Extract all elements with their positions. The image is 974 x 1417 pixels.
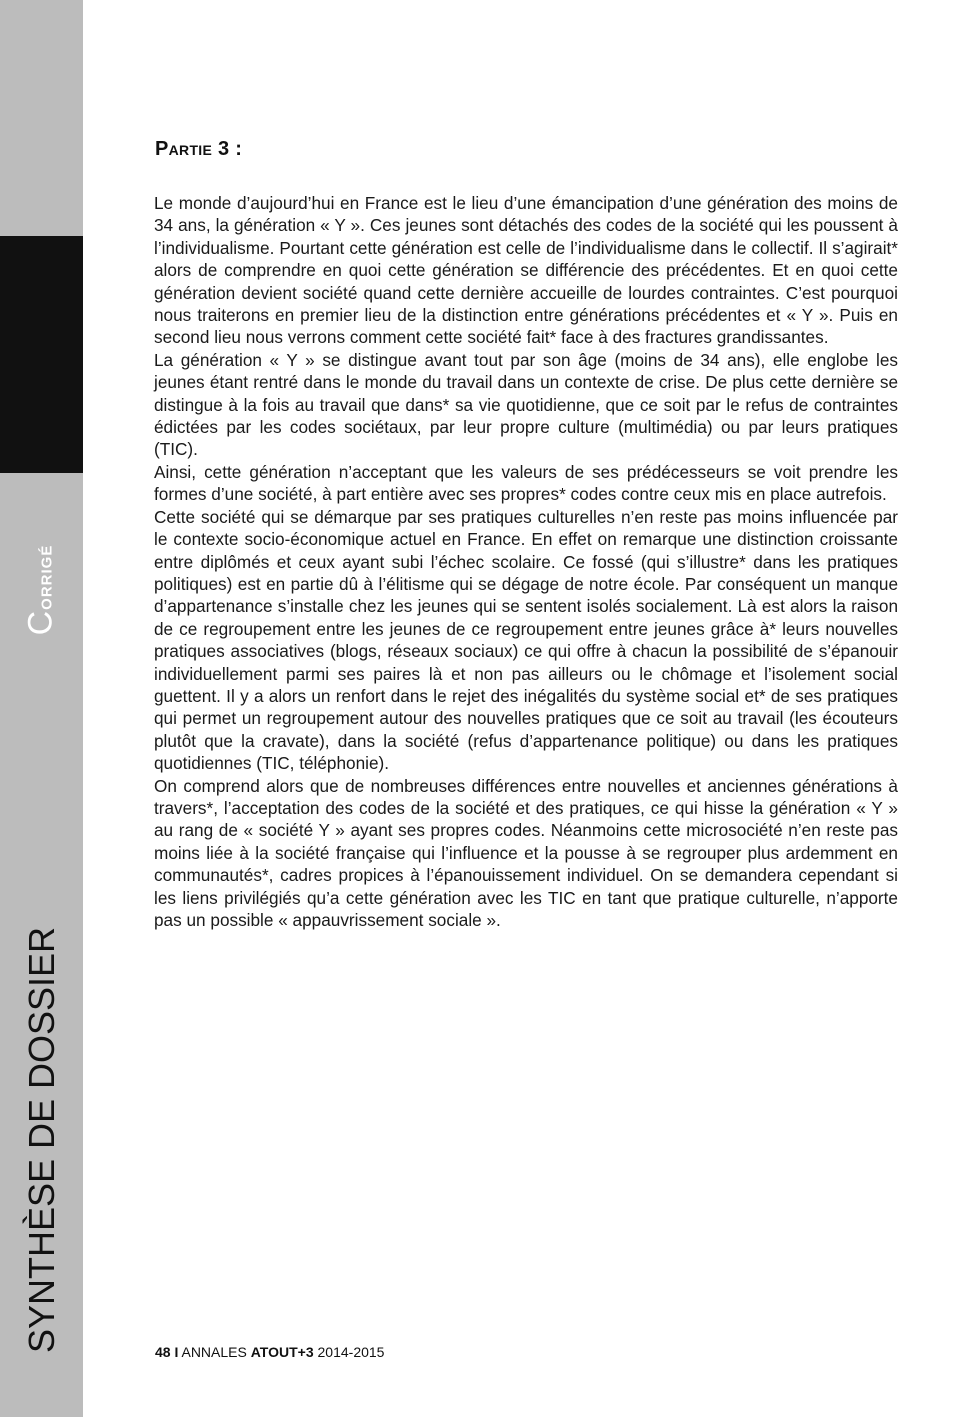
page-number: 48 [155,1344,171,1360]
paragraph: Cette société qui se démarque par ses pratiques culturelles n’en reste pas moins influencée par le contexte socio-économique actuel en France. En effet on remarque une distinction croissante entre diplômés et ceux ayant subi l’échec scolaire. Ce fossé (qui s’illustre* dans les pratiques politiques) est en partie dû à l’élitisme qui se dégage de notre école. Par conséquent un manque d’appartenance s’installe chez les jeunes qui se sentent isolés socialement. Là est alors la raison de ce regroupement entre les jeunes de ce regroupement entre jeunes grâce à* leurs nouvelles pratiques associatives (blogs, réseaux sociaux) ce qui offre à chacun la possibilité de s’épanouir individuellement parmi ses paires là et non pas ailleurs ou le chômage et l’isolement social guettent. Il y a alors un renfort dans le rejet des inégalités du système social et* de ses pratiques qui permet un regroupement autour des nouvelles pratiques que ce soit au travail (les écouteurs plutôt que la cravate), dans la société (refus d’appartenance politique) ou dans les pratiques quotidiennes (TIC, téléphonie). [154,506,898,774]
paragraph: Le monde d’aujourd’hui en France est le lieu d’une émancipation d’une génération des moins de 34 ans, la génération « Y ». Ces jeunes sont détachés des codes de la société qui les poussent à l’individualisme. Pourtant cette génération est celle de l’individualisme dans le collectif. Il s’agirait* alors de comprendre en quoi cette génération se différencie des précédentes. Et en quoi cette génération devient société quand cette dernière accueille de lourdes contraintes. C’est pourquoi nous traiterons en premier lieu de la distinction entre générations précédentes et « Y ». Puis en second lieu nous verrons comment cette société fait* face à des fractures grandissantes. [154,193,898,348]
page-footer [155,1344,384,1360]
paragraph: Ainsi, cette génération n’acceptant que les valeurs de ses prédécesseurs se voit prendre les formes d’une société, à part entière avec ses propres* codes contre ceux mis en place autrefois. [154,461,898,505]
paragraph: La génération « Y » se distingue avant tout par son âge (moins de 34 ans), elle englobe les jeunes étant rentré dans le monde du travail dans un contexte de crise. De plus cette dernière se distingue à la fois au travail que dans* sa vie quotidienne, que ce soit par le refus de contraintes édictées par les codes sociétaux, par leur propre culture (multimédia) ou par leurs pratiques (TIC). [154,349,898,460]
corrige-cap: C [21,609,60,636]
footer-separator: I [174,1344,179,1360]
brand-name: ATOUT+3 [250,1344,314,1360]
corrige-tab [0,236,83,636]
body-text [154,192,898,931]
corrige-label [22,545,61,636]
section-label: SYNTHÈSE DE DOSSIER [21,926,62,1354]
section-heading: Partie 3 : [155,138,243,160]
paragraph: On comprend alors que de nombreuses différences entre nouvelles et anciennes générations à travers*, l’acceptation des codes de la société et des pratiques, ce qui hisse la génération « Y » au rang de « société Y » ayant ses propres codes. Néanmoins cette microsociété n’en reste pas moins liée à la société française qui l’influence et la pousse à se regrouper plus ardemment en communautés*, cadres propices à l’épanouissement individuel. On se demandera cependant si les liens privilégiés qu’a cette génération avec les TIC en tant que pratique culturelle, n’apporte pas un possible « appauvrissement sociale ». [154,775,898,930]
corrige-rest: orrigé [31,544,57,610]
edition-years: 2014-2015 [317,1344,385,1360]
publication-name: ANNALES [181,1344,247,1360]
